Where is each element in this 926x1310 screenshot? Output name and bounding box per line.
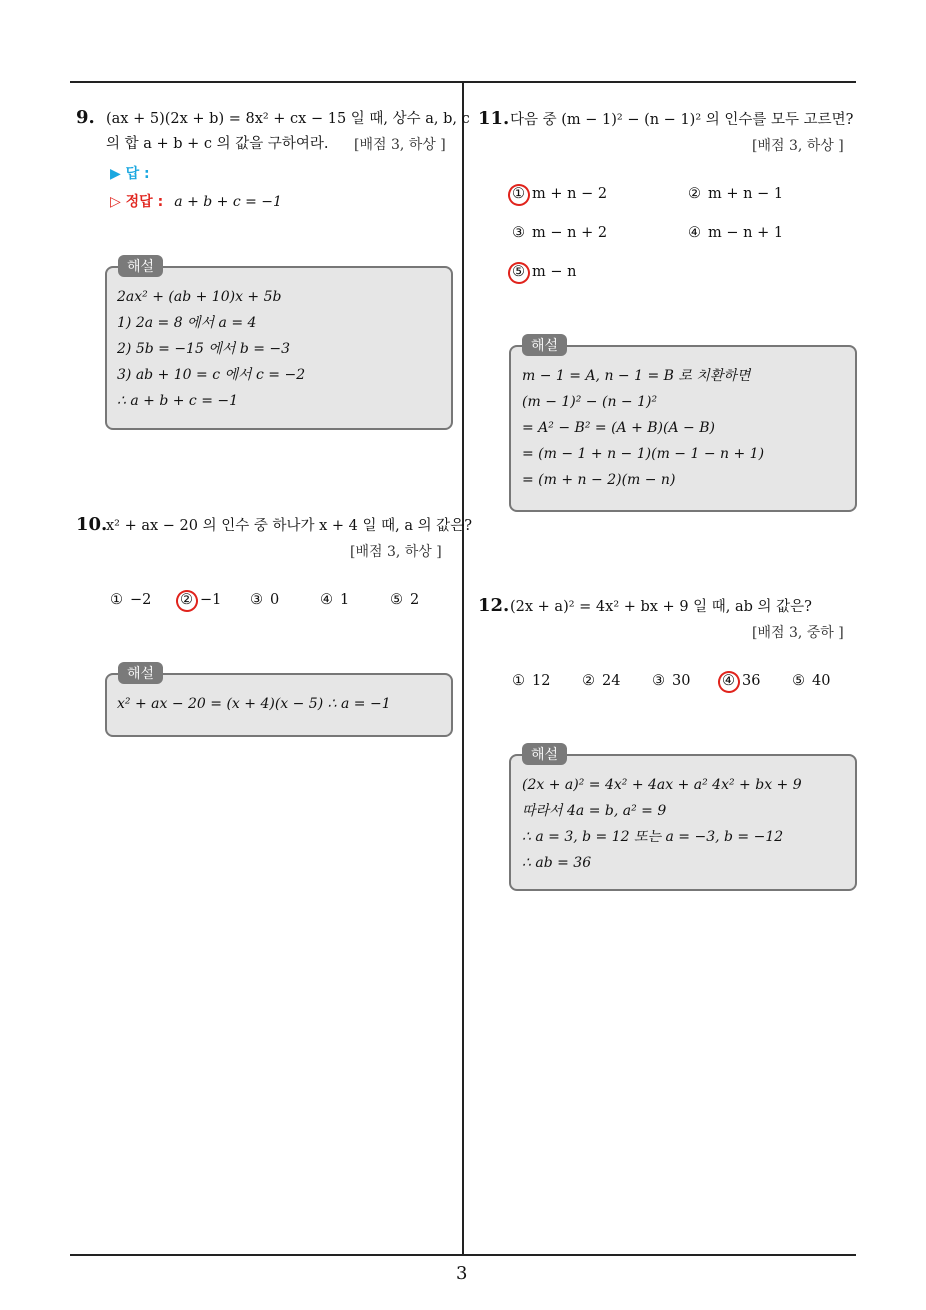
q10-text-line1: x² + ax − 20 의 인수 중 하나가 x + 4 일 때, a 의 값은? bbox=[106, 518, 472, 534]
q9-meta: [배점 3, 하상 ] bbox=[354, 137, 446, 153]
q12-solution-line: ∴ ab = 36 bbox=[522, 855, 592, 871]
q12-choice-4[interactable]: ④ 36 bbox=[722, 673, 761, 689]
q9-solution-lines bbox=[117, 284, 305, 414]
q12-solution-line: ∴ a = 3, b = 12 또는 a = −3, b = −12 bbox=[522, 829, 784, 845]
q10-choice-4[interactable]: ④ 1 bbox=[320, 592, 350, 608]
column-divider bbox=[462, 82, 464, 1254]
q11-choice-3[interactable]: ③ m − n + 2 bbox=[512, 225, 608, 241]
q11-solution-tag: 해설 bbox=[522, 334, 567, 356]
q12-solution-tag: 해설 bbox=[522, 743, 567, 765]
q9-solution-line: 3) ab + 10 = c 에서 c = −2 bbox=[117, 367, 306, 383]
q11-choice-2[interactable]: ② m + n − 1 bbox=[688, 186, 784, 202]
q9-solution-line: 2) 5b = −15 에서 b = −3 bbox=[117, 341, 291, 357]
q9-correct-answer bbox=[110, 191, 282, 211]
q11-number: 11. bbox=[478, 108, 510, 129]
q9-solution-line: 2ax² + (ab + 10)x + 5b bbox=[117, 289, 282, 305]
q11-choice-4[interactable]: ④ m − n + 1 bbox=[688, 225, 784, 241]
q10-choice-5[interactable]: ⑤ 2 bbox=[390, 592, 420, 608]
q10-choice-1[interactable]: ① −2 bbox=[110, 592, 152, 608]
q11-solution-line: (m − 1)² − (n − 1)² bbox=[522, 394, 658, 410]
q12-choice-5[interactable]: ⑤ 40 bbox=[792, 673, 831, 689]
q12-solution-lines bbox=[522, 772, 802, 876]
q10-solution-tag: 해설 bbox=[118, 662, 163, 684]
q12-text-line1: (2x + a)² = 4x² + bx + 9 일 때, ab 의 값은? bbox=[510, 599, 812, 615]
q9-text-line1: (ax + 5)(2x + b) = 8x² + cx − 15 일 때, 상수 a, b, c bbox=[106, 111, 470, 127]
bottom-rule bbox=[70, 1254, 856, 1256]
q11-solution-line: = (m − 1 + n − 1)(m − 1 − n + 1) bbox=[522, 446, 765, 462]
q10-meta: [배점 3, 하상 ] bbox=[350, 544, 442, 560]
q10-choice-2[interactable]: ② −1 bbox=[180, 592, 222, 608]
q9-number: 9. bbox=[76, 107, 95, 128]
q11-solution-line: = (m + n − 2)(m − n) bbox=[522, 472, 676, 488]
q10-solution-line: x² + ax − 20 = (x + 4)(x − 5) ∴ a = −1 bbox=[117, 696, 391, 712]
q12-choice-3[interactable]: ③ 30 bbox=[652, 673, 691, 689]
q12-solution-line: (2x + a)² = 4x² + 4ax + a² 4x² + bx + 9 bbox=[522, 777, 802, 793]
q9-text-line2: 의 합 a + b + c 의 값을 구하여라. bbox=[106, 136, 329, 152]
q11-solution-line: = A² − B² = (A + B)(A − B) bbox=[522, 420, 715, 436]
q12-choice-2[interactable]: ② 24 bbox=[582, 673, 621, 689]
q9-solution-line: ∴ a + b + c = −1 bbox=[117, 393, 239, 409]
q10-number: 10. bbox=[76, 514, 108, 535]
q10-solution-lines bbox=[117, 691, 391, 717]
q11-meta: [배점 3, 하상 ] bbox=[752, 138, 844, 154]
q9-correct-value: a + b + c = −1 bbox=[174, 194, 282, 210]
q11-solution-line: m − 1 = A, n − 1 = B 로 치환하면 bbox=[522, 368, 751, 384]
q12-solution-line: 따라서 4a = b, a² = 9 bbox=[522, 803, 667, 819]
q10-choice-3[interactable]: ③ 0 bbox=[250, 592, 280, 608]
q11-choice-5[interactable]: ⑤ m − n bbox=[512, 264, 577, 280]
q9-answer-label: ▶ 답 : bbox=[110, 166, 150, 182]
q9-solution-line: 1) 2a = 8 에서 a = 4 bbox=[117, 315, 257, 331]
q9-correct-label: ▷ 정답 : bbox=[110, 194, 164, 210]
q12-number: 12. bbox=[478, 595, 510, 616]
q11-text-line1: 다음 중 (m − 1)² − (n − 1)² 의 인수를 모두 고르면? bbox=[510, 112, 854, 128]
q12-choice-1[interactable]: ① 12 bbox=[512, 673, 551, 689]
q11-choice-1[interactable]: ① m + n − 2 bbox=[512, 186, 608, 202]
q11-solution-lines bbox=[522, 363, 764, 493]
page-number: 3 bbox=[456, 1263, 468, 1284]
q9-solution-tag: 해설 bbox=[118, 255, 163, 277]
q12-meta: [배점 3, 중하 ] bbox=[752, 625, 844, 641]
